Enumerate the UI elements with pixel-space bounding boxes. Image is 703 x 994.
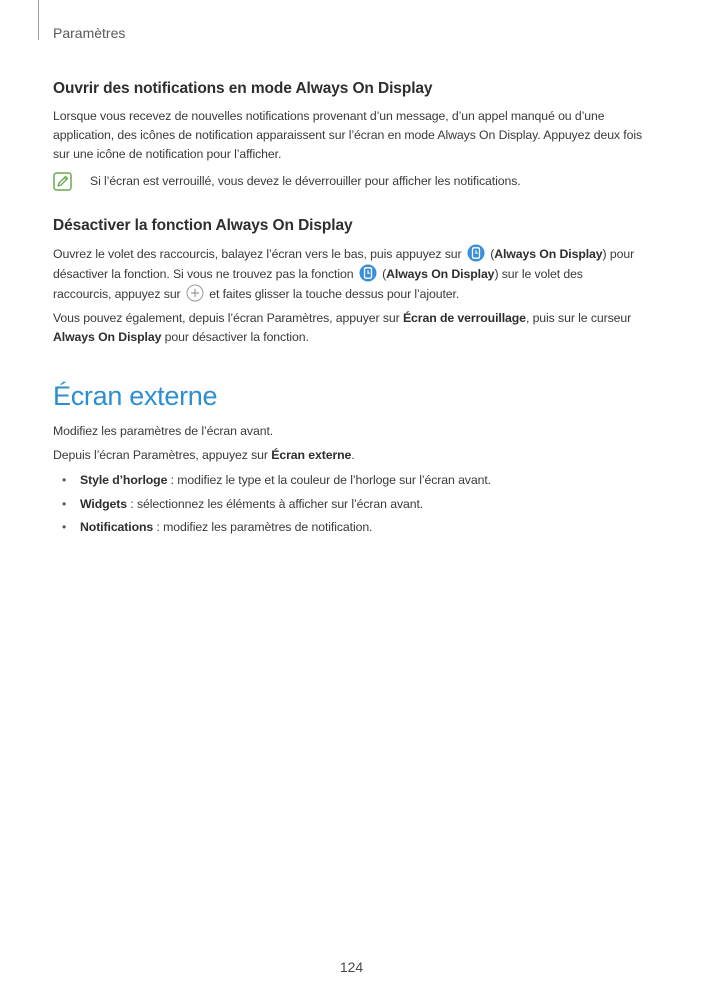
section-title-disable-aod: Désactiver la fonction Always On Display [53, 217, 353, 234]
bold-term: Always On Display [386, 267, 495, 281]
text-segment: Depuis l’écran Paramètres, appuyez sur [53, 448, 268, 462]
list-item-text: : modifiez le type et la couleur de l’horloge sur l’écran avant. [167, 473, 491, 487]
section-title-notifications: Ouvrir des notifications en mode Always On Display [53, 80, 433, 97]
section-header: Paramètres [53, 25, 126, 41]
list-item-label: Notifications [80, 520, 154, 534]
page-number: 124 [339, 959, 364, 975]
text-segment: ( [382, 267, 387, 281]
always-on-display-icon [467, 244, 485, 262]
text-segment: et faites glisser la touche dessus pour l’ajouter. [209, 287, 460, 301]
page-content [53, 80, 643, 542]
text-segment: ) pour désactiver la fonction. Si vous ne trouvez pas la fonction [53, 247, 635, 281]
text-segment: ) sur le volet des raccourcis, appuyez sur [53, 267, 583, 301]
section-intro-external-screen: Modifiez les paramètres de l’écran avant. [53, 424, 274, 438]
section-body-disable-aod-2 [53, 309, 643, 347]
note-pencil-icon [53, 172, 72, 191]
text-segment: , puis sur le curseur [525, 311, 632, 325]
header-rule [38, 0, 39, 40]
bullet-glyph: • [62, 520, 67, 534]
bold-term: Écran de verrouillage [402, 311, 526, 325]
bold-term: Always On Display [494, 247, 603, 261]
chapter-title-external-screen: Écran externe [53, 381, 218, 411]
always-on-display-icon [359, 264, 377, 282]
plus-circle-icon [186, 284, 204, 302]
list-item-text: : modifiez les paramètres de notification. [153, 520, 373, 534]
list-item [53, 471, 643, 490]
list-item [53, 495, 643, 514]
bullet-list [53, 471, 643, 537]
bold-term: Écran externe [271, 448, 352, 462]
list-item-text: : sélectionnez les éléments à afficher sur l’écran avant. [127, 496, 424, 511]
list-item [53, 518, 643, 537]
text-segment: pour désactiver la fonction. [164, 330, 309, 344]
text-segment: Ouvrez le volet des raccourcis, balayez l’écran vers le bas, puis appuyez sur [53, 247, 462, 261]
note-block [53, 172, 643, 191]
bold-term: Always On Display [53, 330, 162, 344]
section-body-notifications: Lorsque vous recevez de nouvelles notifications provenant d’un message, d’un appel manqué ou d’une application, des icônes de notification apparaissent sur l’écran en mode Always On Display. Appuyez deux fois sur une icône de notification pour l’afficher. [53, 109, 643, 161]
section-body-external-screen [53, 446, 643, 465]
text-segment: ( [490, 247, 495, 261]
text-segment: Vous pouvez également, depuis l’écran Paramètres, appuyer sur [53, 311, 400, 325]
list-item-label: Style d’horloge [80, 473, 168, 487]
bullet-glyph: • [62, 496, 67, 511]
list-item-label: Widgets [80, 496, 128, 511]
bullet-glyph: • [62, 473, 67, 487]
text-segment: . [351, 448, 355, 462]
note-text: Si l’écran est verrouillé, vous devez le déverrouiller pour afficher les notifications. [90, 174, 521, 188]
section-body-disable-aod-1 [53, 244, 643, 304]
